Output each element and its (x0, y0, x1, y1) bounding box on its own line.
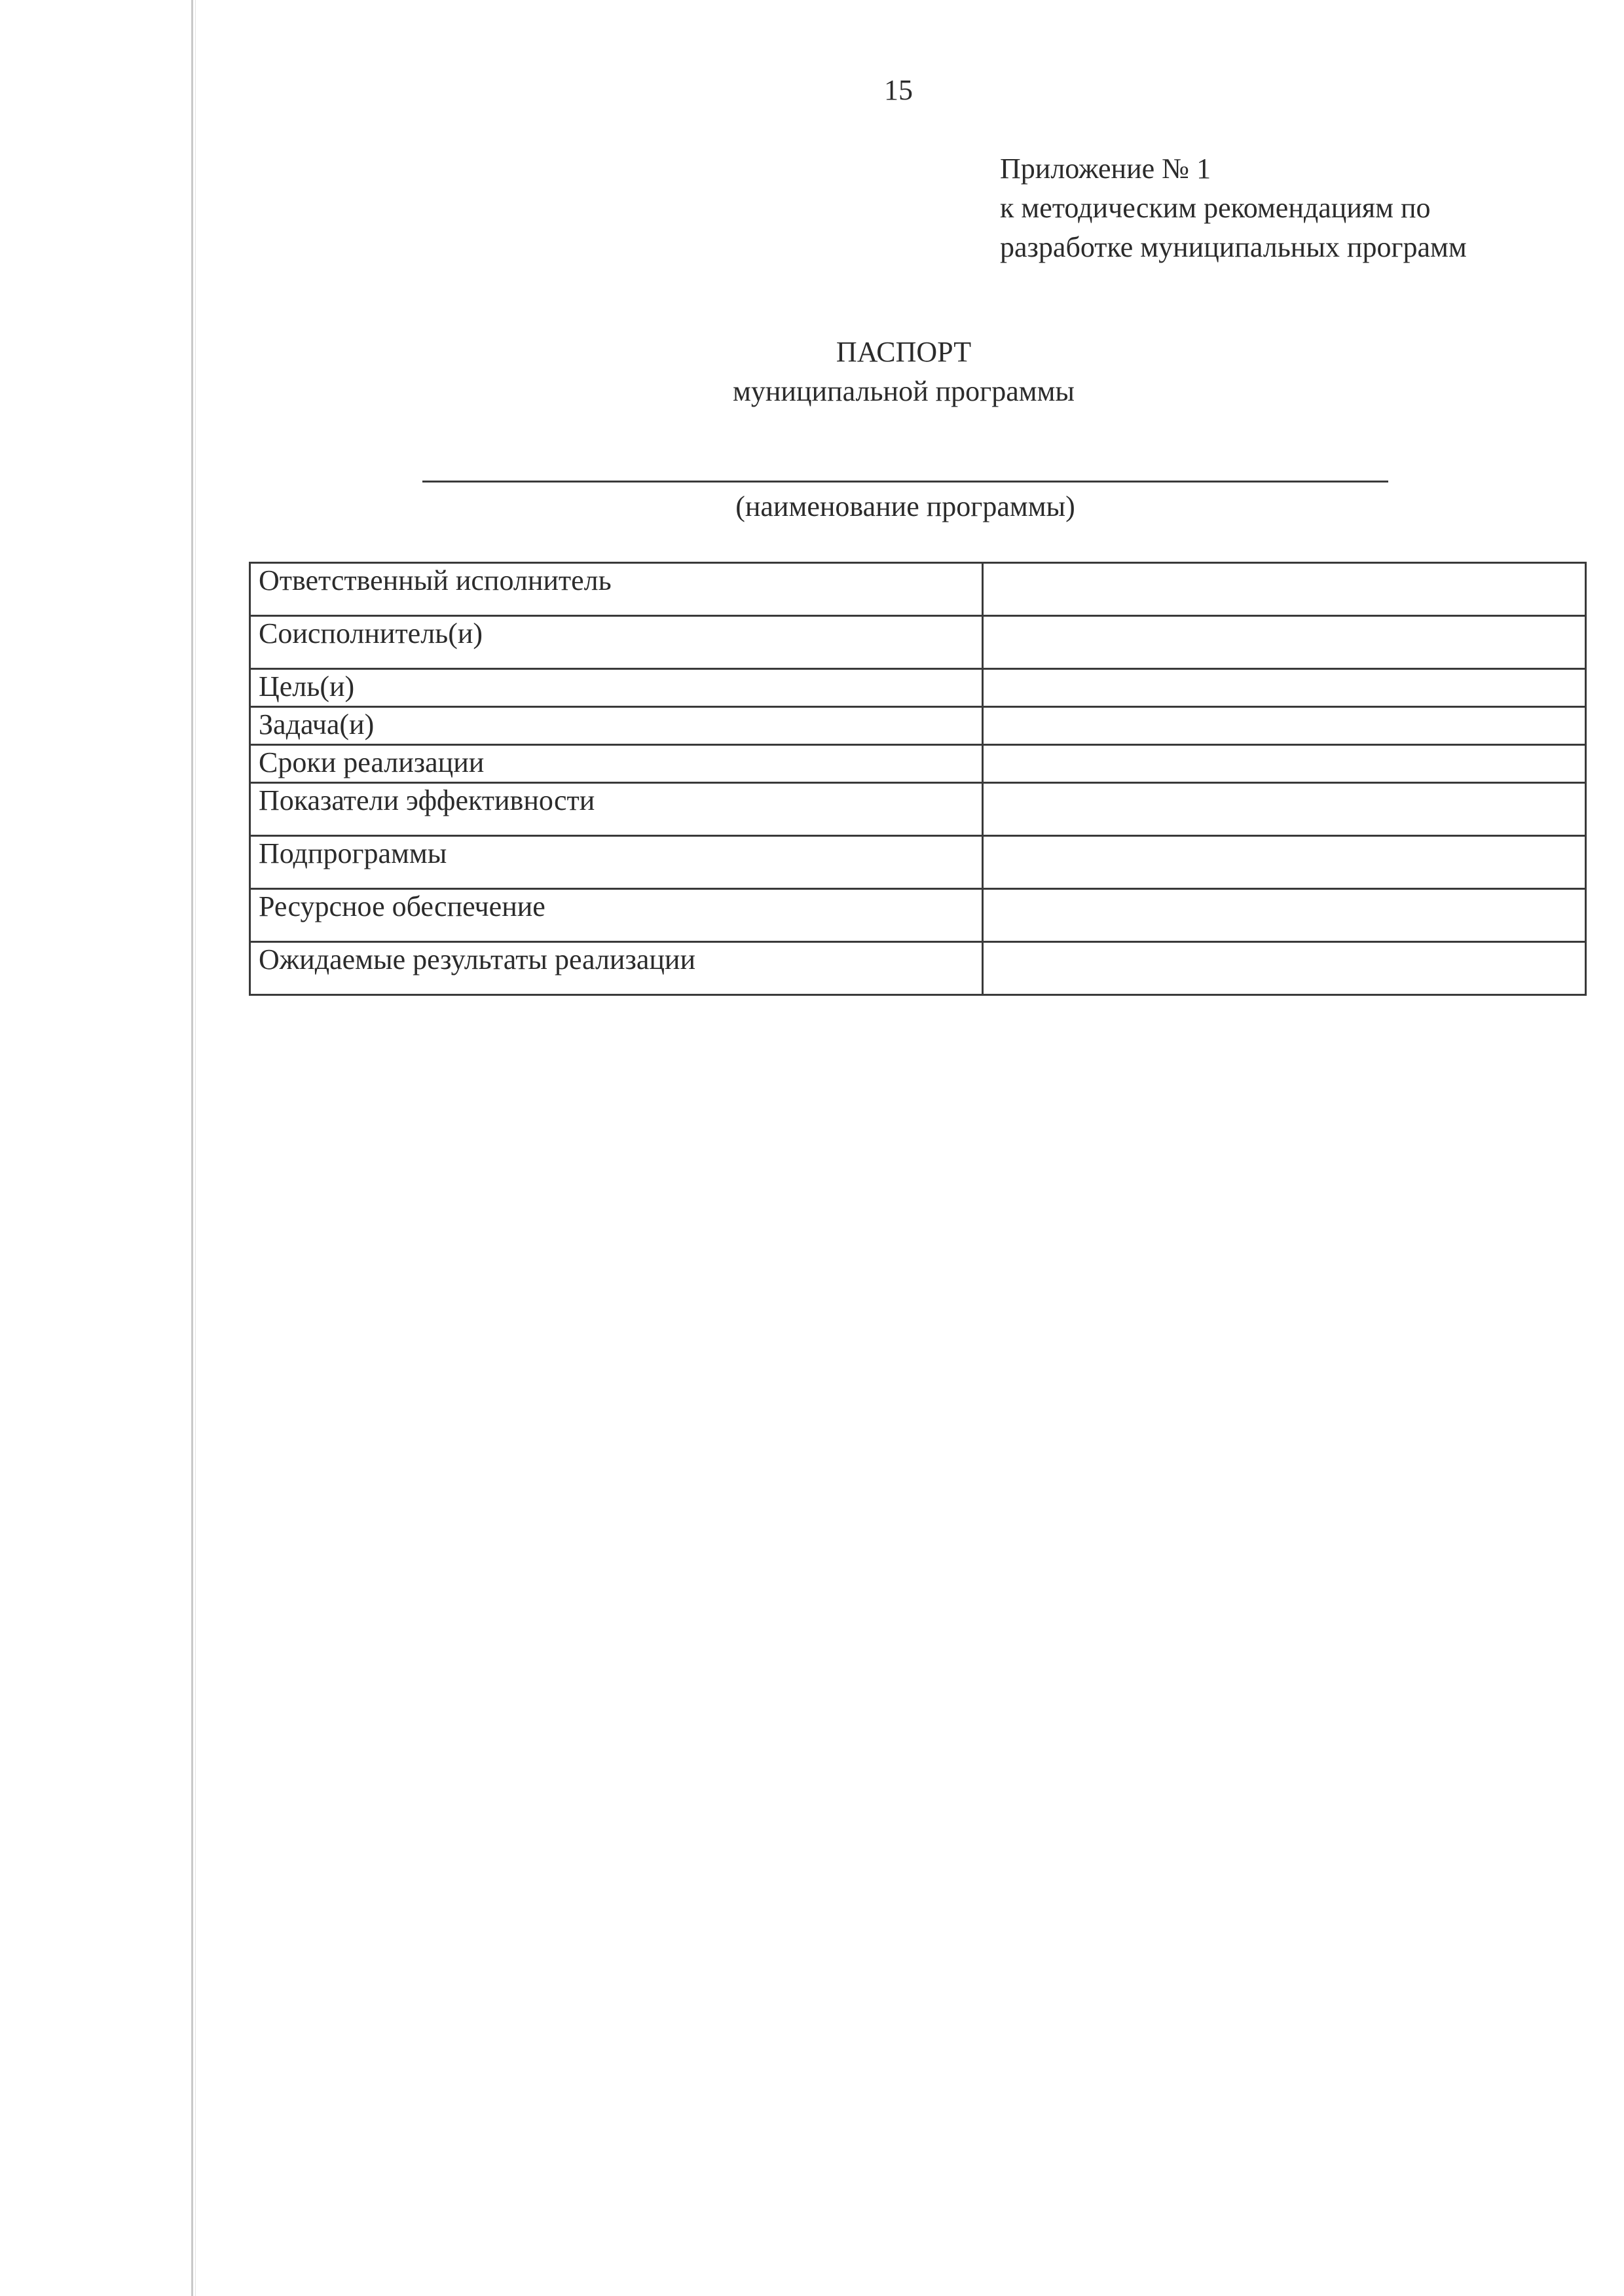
row-value (983, 616, 1586, 669)
row-value (983, 836, 1586, 889)
table-row (250, 616, 1586, 669)
row-value (983, 745, 1586, 783)
appendix-line-3: разработке муниципальных программ (1000, 231, 1467, 263)
title-sub: муниципальной программы (733, 375, 1075, 407)
row-label: Задача(и) (250, 707, 983, 745)
table-row (250, 889, 1586, 942)
row-label: Подпрограммы (250, 836, 983, 889)
page-number: 15 (884, 74, 913, 106)
row-value (983, 669, 1586, 707)
appendix-line-2: к методическим рекомендациям по (1000, 192, 1431, 224)
row-value (983, 889, 1586, 942)
row-label: Соисполнитель(и) (250, 616, 983, 669)
scan-page-edge-shadow (195, 0, 196, 2296)
table-row (250, 942, 1586, 995)
table-row (250, 563, 1586, 616)
row-value (983, 707, 1586, 745)
row-label: Сроки реализации (250, 745, 983, 783)
passport-table (249, 562, 1587, 996)
document-title (419, 333, 1388, 411)
row-label: Цель(и) (250, 669, 983, 707)
row-label: Ответственный исполнитель (250, 563, 983, 616)
title-main: ПАСПОРТ (836, 336, 972, 368)
table-row (250, 783, 1586, 836)
table-row (250, 669, 1586, 707)
scan-page-edge (191, 0, 193, 2296)
row-label: Ожидаемые результаты реализации (250, 942, 983, 995)
table-row (250, 745, 1586, 783)
appendix-note (1000, 149, 1467, 267)
table-row (250, 836, 1586, 889)
appendix-line-1: Приложение № 1 (1000, 153, 1211, 185)
row-value (983, 942, 1586, 995)
table-row (250, 707, 1586, 745)
row-label: Ресурсное обеспечение (250, 889, 983, 942)
row-value (983, 563, 1586, 616)
row-value (983, 783, 1586, 836)
program-name-line (422, 481, 1388, 483)
program-name-caption: (наименование программы) (735, 490, 1075, 522)
row-label: Показатели эффективности (250, 783, 983, 836)
